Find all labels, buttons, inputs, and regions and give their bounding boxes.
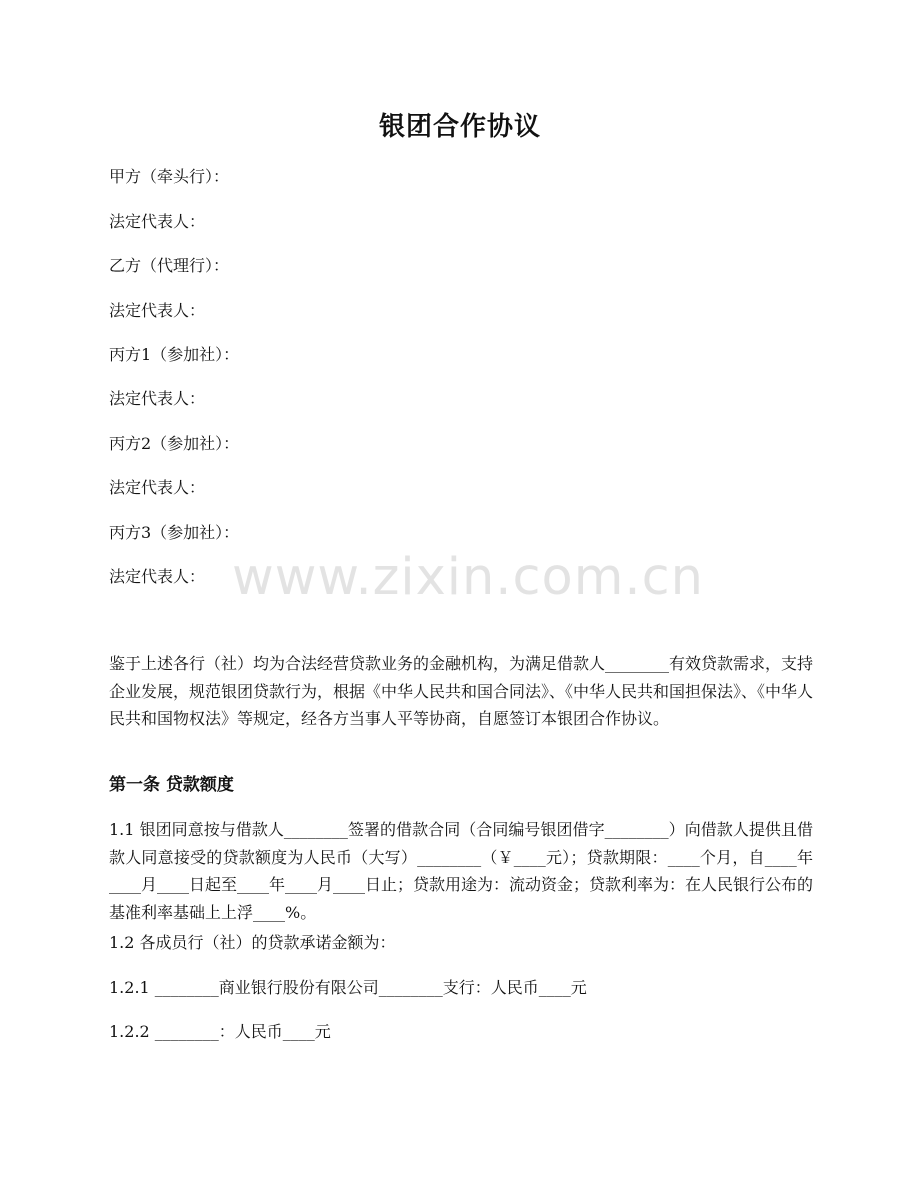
party-c3-line: 丙方3（参加社）： bbox=[109, 523, 240, 542]
watermark-text: www.zixin.com.cn bbox=[232, 548, 704, 607]
document-title: 银团合作协议 bbox=[378, 112, 541, 142]
clause-1-1-paragraph: 1.1 银团同意按与借款人________签署的借款合同（合同编号银团借字________）向借款人提供且借款人同意接受的贷款额度为人民币（大写）________（￥____元）；贷款期限：____个月，自____年____月____日起至____年____月____日止；贷款用途为：流动资金；贷款利率为：在人民银行公布的基准利率基础上上浮____%。 bbox=[109, 820, 814, 922]
article-1-heading: 第一条 贷款额度 bbox=[109, 775, 234, 795]
party-b-representative-line: 法定代表人： bbox=[109, 301, 206, 320]
party-a-representative-line: 法定代表人： bbox=[109, 212, 206, 231]
party-c2-representative-line: 法定代表人： bbox=[109, 478, 206, 497]
party-c1-representative-line: 法定代表人： bbox=[109, 389, 206, 408]
party-b-line: 乙方（代理行）： bbox=[109, 256, 230, 275]
preamble-paragraph: 鉴于上述各行（社）均为合法经营贷款业务的金融机构，为满足借款人________有效贷款需求，支持企业发展，规范银团贷款行为，根据《中华人民共和国合同法》、《中华人民共和国担保法》、《中华人民共和国物权法》等规定，经各方当事人平等协商，自愿签订本银团合作协议。 bbox=[109, 654, 814, 728]
party-a-line: 甲方（牵头行）： bbox=[109, 167, 230, 186]
clause-1-2-line: 1.2 各成员行（社）的贷款承诺金额为： bbox=[109, 933, 396, 952]
party-c2-line: 丙方2（参加社）： bbox=[109, 434, 240, 453]
clause-1-2-1-line: 1.2.1 ________商业银行股份有限公司________支行：人民币____元 bbox=[109, 978, 587, 997]
clause-1-2-2-line: 1.2.2 ________：人民币____元 bbox=[109, 1022, 331, 1041]
party-c3-representative-line: 法定代表人： bbox=[109, 567, 206, 586]
party-c1-line: 丙方1（参加社）： bbox=[109, 345, 240, 364]
